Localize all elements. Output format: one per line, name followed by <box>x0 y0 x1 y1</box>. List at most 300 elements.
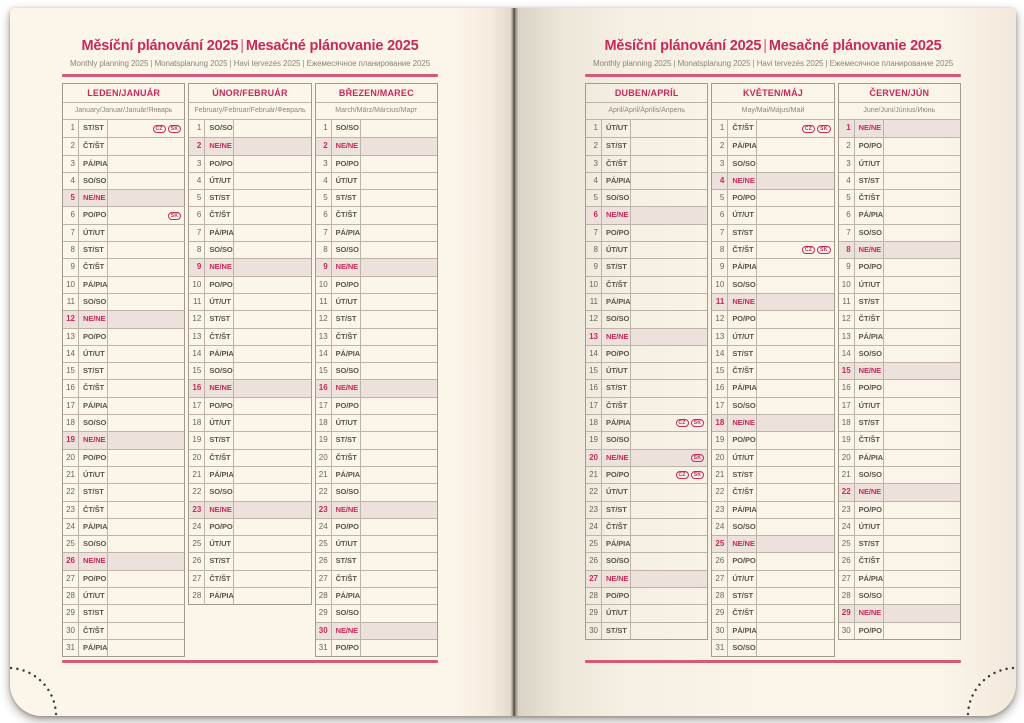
day-row <box>839 276 960 293</box>
day-row <box>316 570 437 587</box>
day-abbrev: SO/SO <box>332 484 361 501</box>
month-table <box>315 83 438 657</box>
day-number: 2 <box>63 138 79 155</box>
day-abbrev: ČT/ŠT <box>855 432 884 449</box>
day-notes-cell <box>631 380 707 397</box>
day-row <box>839 137 960 154</box>
day-notes-cell <box>234 415 310 432</box>
month-subtitle: March/März/Március/Март <box>316 103 437 120</box>
day-notes-cell <box>361 138 437 155</box>
day-row <box>316 622 437 639</box>
day-notes-cell <box>361 190 437 207</box>
holiday-badge-cz: CZ <box>802 125 815 133</box>
book-spine <box>510 8 518 716</box>
day-number: 20 <box>63 450 79 467</box>
day-row <box>586 189 707 206</box>
day-abbrev: ST/ST <box>602 623 631 640</box>
day-abbrev: NE/NE <box>602 207 631 224</box>
day-notes-cell <box>234 156 310 173</box>
month-table <box>62 83 185 657</box>
day-abbrev: NE/NE <box>855 363 884 380</box>
day-abbrev: PO/PO <box>728 190 757 207</box>
day-number: 7 <box>586 225 602 242</box>
day-number: 23 <box>316 502 332 519</box>
day-abbrev: PO/PO <box>855 259 884 276</box>
day-number: 12 <box>839 311 855 328</box>
day-abbrev: PO/PO <box>205 277 234 294</box>
day-abbrev: ÚT/UT <box>855 156 884 173</box>
day-number: 15 <box>316 363 332 380</box>
day-number: 28 <box>712 588 728 605</box>
day-abbrev: SO/SO <box>79 536 108 553</box>
day-number: 6 <box>839 207 855 224</box>
day-number: 15 <box>712 363 728 380</box>
day-notes-cell <box>234 277 310 294</box>
day-notes-cell <box>234 294 310 311</box>
day-row <box>63 328 184 345</box>
day-notes-cell <box>108 259 184 276</box>
day-abbrev: NE/NE <box>602 329 631 346</box>
day-abbrev: ÚT/UT <box>332 415 361 432</box>
day-notes-cell <box>108 242 184 259</box>
day-number: 20 <box>712 450 728 467</box>
day-row <box>586 466 707 483</box>
day-number: 12 <box>712 311 728 328</box>
day-row <box>63 397 184 414</box>
day-row <box>63 189 184 206</box>
day-abbrev: SO/SO <box>332 363 361 380</box>
day-row <box>712 501 833 518</box>
day-number: 16 <box>839 380 855 397</box>
month-name: BŘEZEN/MAREC <box>316 84 437 103</box>
day-number: 24 <box>63 519 79 536</box>
day-notes-cell <box>234 398 310 415</box>
day-row <box>586 535 707 552</box>
day-abbrev: ST/ST <box>79 120 108 137</box>
day-row <box>189 345 310 362</box>
day-row <box>316 189 437 206</box>
day-number: 7 <box>189 225 205 242</box>
day-notes-cell <box>108 571 184 588</box>
day-notes-cell <box>108 380 184 397</box>
day-abbrev: SO/SO <box>855 225 884 242</box>
day-notes-cell <box>631 605 707 622</box>
page-title-slovak: Mesačné plánovanie 2025 <box>245 38 419 54</box>
day-notes-cell <box>234 450 310 467</box>
day-number: 28 <box>189 588 205 605</box>
day-number: 20 <box>839 450 855 467</box>
day-number: 8 <box>839 242 855 259</box>
day-row <box>316 397 437 414</box>
day-number: 1 <box>189 120 205 137</box>
day-number: 7 <box>839 225 855 242</box>
day-notes-cell <box>884 363 960 380</box>
day-number: 18 <box>316 415 332 432</box>
day-row <box>316 172 437 189</box>
day-number: 9 <box>839 259 855 276</box>
day-number: 11 <box>63 294 79 311</box>
day-abbrev: ST/ST <box>332 432 361 449</box>
day-abbrev: SO/SO <box>728 640 757 657</box>
day-number: 11 <box>586 294 602 311</box>
day-abbrev: NE/NE <box>855 120 884 137</box>
day-number: 4 <box>712 173 728 190</box>
day-row <box>316 120 437 137</box>
header-rule <box>62 74 438 77</box>
day-abbrev: SO/SO <box>602 311 631 328</box>
day-number: 9 <box>586 259 602 276</box>
day-abbrev: ST/ST <box>602 138 631 155</box>
day-abbrev: ÚT/UT <box>602 363 631 380</box>
day-number: 10 <box>316 277 332 294</box>
day-number: 11 <box>839 294 855 311</box>
day-number: 27 <box>316 571 332 588</box>
day-row <box>839 310 960 327</box>
day-abbrev: ST/ST <box>855 536 884 553</box>
day-number: 21 <box>712 467 728 484</box>
day-notes-cell <box>108 623 184 640</box>
day-row <box>839 206 960 223</box>
day-row <box>63 622 184 639</box>
day-notes-cell <box>631 571 707 588</box>
day-number: 17 <box>586 398 602 415</box>
day-abbrev: ČT/ŠT <box>728 120 757 137</box>
day-number: 4 <box>189 173 205 190</box>
month-name: DUBEN/APRÍL <box>586 84 707 103</box>
day-row <box>63 155 184 172</box>
day-row <box>63 241 184 258</box>
day-abbrev: PÁ/PIA <box>205 346 234 363</box>
day-notes-cell <box>884 190 960 207</box>
day-notes-cell <box>631 432 707 449</box>
day-abbrev: ÚT/UT <box>205 536 234 553</box>
day-abbrev: ÚT/UT <box>728 450 757 467</box>
day-number: 3 <box>63 156 79 173</box>
day-number: 28 <box>63 588 79 605</box>
day-row <box>712 206 833 223</box>
day-notes-cell <box>631 484 707 501</box>
day-abbrev: NE/NE <box>205 138 234 155</box>
day-abbrev: ČT/ŠT <box>728 484 757 501</box>
day-notes-cell <box>884 588 960 605</box>
day-abbrev: SO/SO <box>855 346 884 363</box>
day-notes-cell <box>108 329 184 346</box>
day-notes-cell <box>631 467 707 484</box>
day-number: 27 <box>63 571 79 588</box>
day-row <box>839 293 960 310</box>
day-row <box>316 587 437 604</box>
day-abbrev: NE/NE <box>79 432 108 449</box>
day-abbrev: SO/SO <box>602 190 631 207</box>
day-number: 5 <box>712 190 728 207</box>
day-notes-cell <box>108 553 184 570</box>
day-abbrev: ÚT/UT <box>855 398 884 415</box>
day-row <box>189 155 310 172</box>
day-row <box>316 293 437 310</box>
day-notes-cell <box>884 432 960 449</box>
day-number: 14 <box>189 346 205 363</box>
day-number: 22 <box>586 484 602 501</box>
day-number: 29 <box>586 605 602 622</box>
holiday-badge-sk: SK <box>691 471 705 479</box>
day-abbrev: ÚT/UT <box>205 173 234 190</box>
day-abbrev: PÁ/PIA <box>205 588 234 605</box>
day-notes-cell <box>361 519 437 536</box>
day-number: 15 <box>189 363 205 380</box>
day-row <box>316 276 437 293</box>
day-notes-cell <box>361 467 437 484</box>
day-abbrev: SO/SO <box>728 156 757 173</box>
day-notes-cell <box>757 329 833 346</box>
day-notes-cell <box>234 173 310 190</box>
day-number: 25 <box>586 536 602 553</box>
day-abbrev: ÚT/UT <box>855 519 884 536</box>
day-row <box>316 345 437 362</box>
day-number: 22 <box>712 484 728 501</box>
day-notes-cell <box>361 259 437 276</box>
day-abbrev: ČT/ŠT <box>602 398 631 415</box>
day-notes-cell <box>631 519 707 536</box>
day-row <box>586 501 707 518</box>
day-number: 8 <box>712 242 728 259</box>
day-abbrev: SO/SO <box>332 605 361 622</box>
day-notes-cell <box>757 553 833 570</box>
day-abbrev: PO/PO <box>79 207 108 224</box>
month-grid-left <box>62 83 438 657</box>
day-number: 16 <box>586 380 602 397</box>
day-notes-cell <box>234 588 310 605</box>
month-subtitle: February/Februar/Február/Февраль <box>189 103 310 120</box>
day-notes-cell <box>631 623 707 640</box>
day-number: 14 <box>712 346 728 363</box>
day-number: 15 <box>63 363 79 380</box>
day-abbrev: PÁ/PIA <box>602 415 631 432</box>
day-number: 21 <box>586 467 602 484</box>
day-row <box>839 501 960 518</box>
day-number: 28 <box>839 588 855 605</box>
day-abbrev: ST/ST <box>602 259 631 276</box>
day-number: 5 <box>586 190 602 207</box>
day-number: 12 <box>63 311 79 328</box>
day-abbrev: ÚT/UT <box>205 294 234 311</box>
day-abbrev: ČT/ŠT <box>79 380 108 397</box>
day-row <box>586 587 707 604</box>
day-number: 31 <box>63 640 79 657</box>
day-abbrev: PÁ/PIA <box>332 225 361 242</box>
day-abbrev: ST/ST <box>855 415 884 432</box>
day-abbrev: ČT/ŠT <box>602 156 631 173</box>
day-number: 23 <box>189 502 205 519</box>
day-row <box>839 431 960 448</box>
day-row <box>189 552 310 569</box>
day-abbrev: ÚT/UT <box>332 173 361 190</box>
day-number: 19 <box>189 432 205 449</box>
day-row <box>586 293 707 310</box>
day-row <box>839 328 960 345</box>
day-abbrev: ÚT/UT <box>602 484 631 501</box>
day-number: 29 <box>316 605 332 622</box>
day-number: 24 <box>316 519 332 536</box>
day-row <box>316 501 437 518</box>
day-number: 24 <box>839 519 855 536</box>
holiday-badge-cz: CZ <box>802 246 815 254</box>
day-row <box>712 258 833 275</box>
day-abbrev: ČT/ŠT <box>332 450 361 467</box>
day-notes-cell <box>108 450 184 467</box>
day-number: 26 <box>189 553 205 570</box>
day-row <box>839 224 960 241</box>
day-row <box>316 379 437 396</box>
day-number: 23 <box>63 502 79 519</box>
day-row <box>586 310 707 327</box>
day-number: 3 <box>712 156 728 173</box>
day-abbrev: PÁ/PIA <box>79 277 108 294</box>
day-abbrev: SO/SO <box>332 120 361 137</box>
day-row <box>839 622 960 639</box>
day-notes-cell <box>361 640 437 657</box>
day-row <box>316 328 437 345</box>
day-abbrev: SO/SO <box>79 415 108 432</box>
day-number: 28 <box>316 588 332 605</box>
day-notes-cell <box>108 190 184 207</box>
day-row <box>839 362 960 379</box>
day-number: 21 <box>839 467 855 484</box>
day-number: 22 <box>839 484 855 501</box>
day-row <box>189 310 310 327</box>
day-notes-cell <box>631 450 707 467</box>
page-subtitle: Monthly planning 2025 | Monatsplanung 2025 | Havi tervezés 2025 | Ежемесячное планирование 2025 <box>592 59 954 68</box>
day-notes-cell <box>631 346 707 363</box>
day-number: 9 <box>63 259 79 276</box>
day-abbrev: PÁ/PIA <box>602 173 631 190</box>
day-notes-cell <box>631 363 707 380</box>
day-abbrev: PÁ/PIA <box>332 467 361 484</box>
day-row <box>316 604 437 621</box>
day-notes-cell <box>631 311 707 328</box>
day-abbrev: PÁ/PIA <box>79 156 108 173</box>
day-number: 6 <box>189 207 205 224</box>
day-notes-cell <box>234 190 310 207</box>
day-number: 1 <box>63 120 79 137</box>
day-abbrev: PO/PO <box>79 450 108 467</box>
day-row <box>63 483 184 500</box>
day-number: 13 <box>63 329 79 346</box>
day-notes-cell <box>884 242 960 259</box>
title-separator: | <box>763 38 767 54</box>
day-row <box>586 155 707 172</box>
day-abbrev: PO/PO <box>855 623 884 640</box>
day-number: 26 <box>712 553 728 570</box>
day-notes-cell <box>757 640 833 657</box>
day-row <box>712 483 833 500</box>
day-row <box>839 587 960 604</box>
day-row <box>316 258 437 275</box>
day-notes-cell <box>361 329 437 346</box>
day-notes-cell <box>234 225 310 242</box>
page-title <box>62 38 438 55</box>
day-abbrev: PÁ/PIA <box>602 294 631 311</box>
day-notes-cell <box>884 294 960 311</box>
day-row <box>63 501 184 518</box>
day-row <box>63 120 184 137</box>
day-notes-cell <box>234 467 310 484</box>
day-number: 2 <box>839 138 855 155</box>
day-row <box>63 276 184 293</box>
day-notes-cell <box>234 553 310 570</box>
day-notes-cell <box>108 502 184 519</box>
day-abbrev: PÁ/PIA <box>728 138 757 155</box>
day-abbrev: PO/PO <box>332 519 361 536</box>
day-abbrev: NE/NE <box>728 294 757 311</box>
day-notes-cell <box>884 311 960 328</box>
day-number: 2 <box>712 138 728 155</box>
day-notes-cell <box>884 225 960 242</box>
day-abbrev: PO/PO <box>728 553 757 570</box>
day-number: 12 <box>316 311 332 328</box>
day-abbrev: NE/NE <box>79 190 108 207</box>
day-row <box>63 449 184 466</box>
day-abbrev: ČT/ŠT <box>602 277 631 294</box>
day-notes-cell <box>757 225 833 242</box>
day-abbrev: ST/ST <box>728 346 757 363</box>
day-notes-cell <box>884 450 960 467</box>
day-notes-cell <box>884 623 960 640</box>
day-row <box>586 397 707 414</box>
day-notes-cell <box>757 346 833 363</box>
month-table <box>188 83 311 605</box>
day-abbrev: NE/NE <box>205 502 234 519</box>
day-row <box>839 414 960 431</box>
day-notes-cell <box>631 502 707 519</box>
day-row <box>316 483 437 500</box>
day-number: 30 <box>712 623 728 640</box>
day-notes-cell <box>234 571 310 588</box>
day-notes-cell <box>884 346 960 363</box>
day-notes-cell <box>631 277 707 294</box>
day-number: 24 <box>189 519 205 536</box>
day-notes-cell <box>234 363 310 380</box>
day-abbrev: ÚT/UT <box>79 346 108 363</box>
day-row <box>316 449 437 466</box>
day-abbrev: PÁ/PIA <box>728 380 757 397</box>
day-row <box>712 639 833 656</box>
day-row <box>839 397 960 414</box>
day-notes-cell <box>757 588 833 605</box>
day-row <box>712 379 833 396</box>
day-abbrev: ST/ST <box>205 553 234 570</box>
day-abbrev: ÚT/UT <box>79 225 108 242</box>
day-abbrev: PO/PO <box>332 398 361 415</box>
day-row <box>712 310 833 327</box>
day-notes-cell <box>361 623 437 640</box>
day-abbrev: SO/SO <box>205 120 234 137</box>
day-abbrev: ST/ST <box>79 484 108 501</box>
day-notes-cell <box>234 380 310 397</box>
day-abbrev: NE/NE <box>332 502 361 519</box>
day-abbrev: PÁ/PIA <box>855 207 884 224</box>
day-row <box>586 449 707 466</box>
holiday-badge-sk: SK <box>691 454 705 462</box>
day-number: 21 <box>189 467 205 484</box>
day-number: 29 <box>63 605 79 622</box>
day-row <box>63 345 184 362</box>
day-abbrev: SO/SO <box>602 553 631 570</box>
day-row <box>712 224 833 241</box>
day-number: 1 <box>712 120 728 137</box>
day-abbrev: NE/NE <box>728 173 757 190</box>
day-notes-cell <box>884 605 960 622</box>
day-row <box>63 206 184 223</box>
